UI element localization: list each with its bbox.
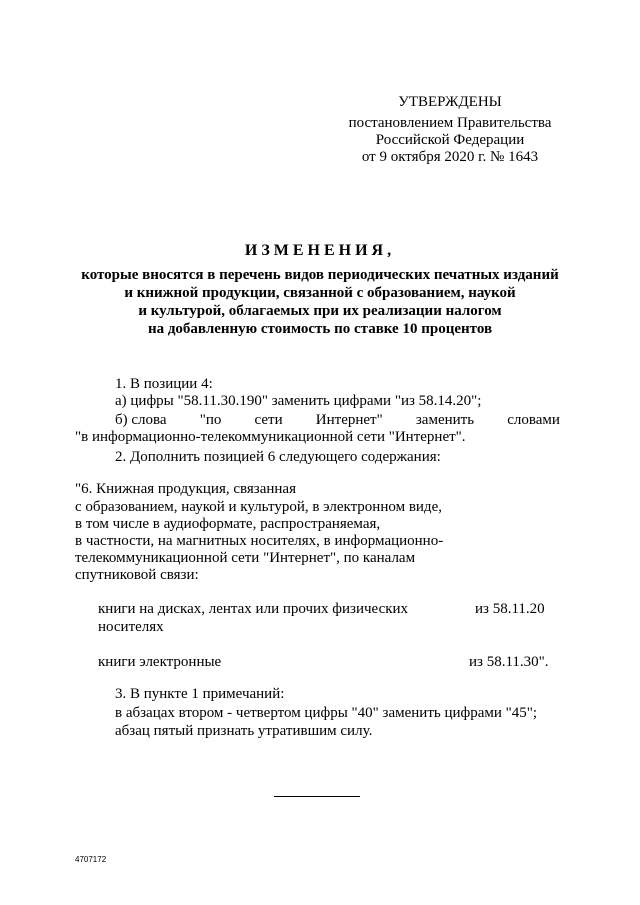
- item-1b: [115, 412, 560, 429]
- document-number: 4707172: [75, 855, 107, 864]
- item-1b-continuation: "в информационно-телекоммуникационной сети "Интернет".: [75, 429, 466, 445]
- approval-title: УТВЕРЖДЕНЫ: [398, 94, 502, 110]
- subtitle-line-4: на добавленную стоимость по ставке 10 процентов: [147, 321, 493, 337]
- item-1b-word: б) слова: [115, 412, 167, 428]
- quote-line-6: спутниковой связи:: [75, 567, 199, 583]
- item-1b-word: сети: [254, 412, 283, 428]
- subtitle-line-1: которые вносятся в перечень видов периодических печатных изданий: [81, 267, 559, 283]
- quote-line-2: с образованием, наукой и культурой, в электронном виде,: [75, 499, 442, 515]
- item-1b-word: "по: [199, 412, 222, 428]
- row-2-code: из 58.11.30".: [469, 654, 549, 670]
- row-1-label-line-2: носителях: [98, 619, 164, 635]
- item-1b-word: словами: [507, 412, 560, 428]
- item-3: 3. В пункте 1 примечаний:: [115, 686, 285, 702]
- quote-line-1: "6. Книжная продукция, связанная: [75, 481, 296, 497]
- item-1a: а) цифры "58.11.30.190" заменить цифрами "из 58.14.20";: [115, 393, 482, 409]
- item-2: 2. Дополнить позицией 6 следующего содержания:: [115, 449, 441, 465]
- row-1-code: из 58.11.20: [475, 601, 545, 617]
- approval-line-1: постановлением Правительства: [348, 115, 552, 131]
- item-1b-word: Интернет": [315, 412, 383, 428]
- row-1-label-line-1: книги на дисках, лентах или прочих физических: [98, 601, 409, 617]
- row-2-label: книги электронные: [98, 654, 222, 670]
- item-1b-word: заменить: [415, 412, 475, 428]
- approval-line-3: от 9 октября 2020 г. № 1643: [361, 149, 539, 165]
- subtitle-line-2: и книжной продукции, связанной с образованием, наукой: [124, 285, 516, 301]
- item-1: 1. В позиции 4:: [115, 376, 213, 392]
- approval-line-2: Российской Федерации: [375, 132, 525, 148]
- item-3b: абзац пятый признать утратившим силу.: [115, 723, 373, 739]
- document-title: ИЗМЕНЕНИЯ,: [244, 242, 396, 259]
- item-3a: в абзацах втором - четвертом цифры "40" заменить цифрами "45";: [115, 705, 538, 721]
- quote-line-4: в частности, на магнитных носителях, в информационно-: [75, 533, 444, 549]
- quote-line-5: телекоммуникационной сети "Интернет", по каналам: [75, 550, 416, 566]
- end-divider: [274, 796, 360, 797]
- subtitle-line-3: и культурой, облагаемых при их реализации налогом: [138, 303, 502, 319]
- quote-line-3: в том числе в аудиоформате, распространяемая,: [75, 516, 381, 532]
